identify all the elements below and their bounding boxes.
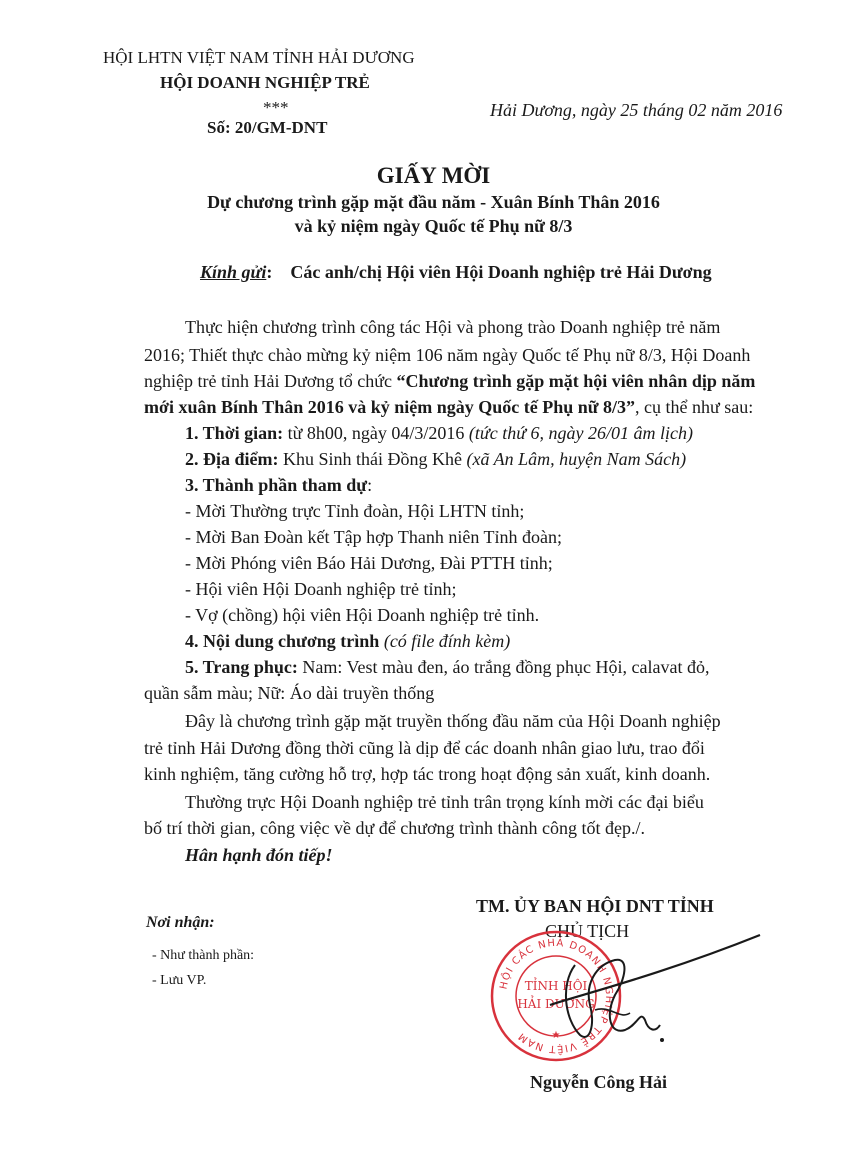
signature-org: TM. ỦY BAN HỘI DNT TỈNH [476, 896, 714, 916]
place-value: Khu Sinh thái Đồng Khê [278, 449, 467, 469]
org-line-1: HỘI LHTN VIỆT NAM TỈNH HẢI DƯƠNG [103, 48, 415, 67]
title-sub-1: Dự chương trình gặp mặt đầu năm - Xuân Bính Thân 2016 [207, 192, 660, 212]
item-dress [185, 657, 709, 678]
org-line-2: HỘI DOANH NGHIỆP TRẺ [160, 73, 370, 92]
document-title: GIẤY MỜI [376, 163, 491, 188]
attendee-item: - Mời Phóng viên Báo Hải Dương, Đài PTTH tỉnh; [185, 553, 553, 573]
handwritten-signature-icon [520, 925, 770, 1065]
recipient-text: Các anh/chị Hội viên Hội Doanh nghiệp trẻ Hải Dương [290, 262, 712, 282]
signer-name: Nguyễn Công Hải [530, 1072, 668, 1092]
item-place [185, 449, 686, 470]
title-sub-2: và kỷ niệm ngày Quốc tế Phụ nữ 8/3 [294, 216, 573, 236]
content-note: (có file đính kèm) [379, 631, 511, 651]
item-dress-cont: quần sẫm màu; Nữ: Áo dài truyền thống [144, 683, 435, 703]
greeting: Hân hạnh đón tiếp! [185, 845, 333, 865]
closing-p2-line-2: bố trí thời gian, công việc về dự để chương trình thành công tốt đẹp./. [144, 818, 645, 838]
intro-line-1: Thực hiện chương trình công tác Hội và phong trào Doanh nghiệp trẻ năm [185, 317, 721, 337]
intro-line-2: 2016; Thiết thực chào mừng kỷ niệm 106 năm ngày Quốc tế Phụ nữ 8/3, Hội Doanh [144, 345, 751, 365]
closing-p1-line-1: Đây là chương trình gặp mặt truyền thống đầu năm của Hội Doanh nghiệp [185, 711, 721, 731]
closing-p1-line-3: kinh nghiệm, tăng cường hỗ trợ, hợp tác trong hoạt động sản xuất, kinh doanh. [144, 764, 711, 784]
time-value: từ 8h00, ngày 04/3/2016 [283, 423, 469, 443]
recipient-label: Kính gửi [200, 262, 267, 282]
attendee-item: - Mời Thường trực Tỉnh đoàn, Hội LHTN tỉnh; [185, 501, 525, 521]
signature-role: CHỦ TỊCH [545, 921, 630, 941]
attendee-item: - Mời Ban Đoàn kết Tập hợp Thanh niên Tỉnh đoàn; [185, 527, 562, 547]
recipient-line [200, 262, 712, 283]
time-note: (tức thứ 6, ngày 26/01 âm lịch) [468, 423, 694, 443]
closing-p1-line-2: trẻ tỉnh Hải Dương đồng thời cũng là dịp để các doanh nhân giao lưu, trao đổi [144, 738, 705, 758]
stamp-center-line-1: TỈNH HỘI [524, 979, 588, 993]
closing-p2-line-1: Thường trực Hội Doanh nghiệp trẻ tỉnh trân trọng kính mời các đại biểu [185, 792, 704, 812]
distribution-item: - Lưu VP. [152, 973, 207, 988]
attendees-label: 3. Thành phần tham dự [185, 475, 368, 495]
stamp-ring-text: HỘI CÁC NHÀ DOANH NGHIỆP TRẺ VIỆT NAM [498, 937, 615, 1055]
svg-text:★: ★ [551, 1030, 561, 1041]
attendee-item: - Vợ (chồng) hội viên Hội Doanh nghiệp trẻ tỉnh. [185, 605, 540, 625]
intro-line-3-bold: “Chương trình gặp mặt hội viên nhân dịp năm [396, 371, 756, 391]
dress-value: Nam: Vest màu đen, áo trắng đồng phục Hội, calavat đỏ, [297, 657, 710, 677]
place-label: 2. Địa điểm: [185, 449, 279, 469]
header-stars: *** [263, 98, 289, 117]
item-content [185, 631, 510, 652]
distribution-label: Nơi nhận: [146, 914, 215, 931]
intro-line-4-bold: mới xuân Bính Thân 2016 và kỷ niệm ngày Quốc tế Phụ nữ 8/3” [144, 397, 636, 417]
place-date: Hải Dương, ngày 25 tháng 02 năm 2016 [490, 100, 783, 120]
intro-line-3 [144, 371, 755, 392]
dress-label: 5. Trang phục: [185, 657, 298, 677]
distribution-item: - Như thành phần: [152, 948, 255, 963]
time-label: 1. Thời gian: [185, 423, 284, 443]
stamp-center-line-2: HẢI DƯƠNG [517, 997, 595, 1011]
document-number: Số: 20/GM-DNT [207, 118, 328, 137]
intro-line-4 [144, 397, 753, 418]
attendee-item: - Hội viên Hội Doanh nghiệp trẻ tỉnh; [185, 579, 457, 599]
intro-line-3-text: nghiệp trẻ tỉnh Hải Dương tổ chức [144, 371, 397, 391]
intro-line-4-rest: , cụ thể như sau: [635, 397, 754, 417]
item-attendees-heading [185, 475, 372, 496]
recipient-colon: : [266, 262, 273, 282]
item-time [185, 423, 693, 444]
attendees-colon: : [367, 475, 373, 495]
content-label: 4. Nội dung chương trình [185, 631, 380, 651]
place-note: (xã An Lâm, huyện Nam Sách) [466, 449, 687, 469]
